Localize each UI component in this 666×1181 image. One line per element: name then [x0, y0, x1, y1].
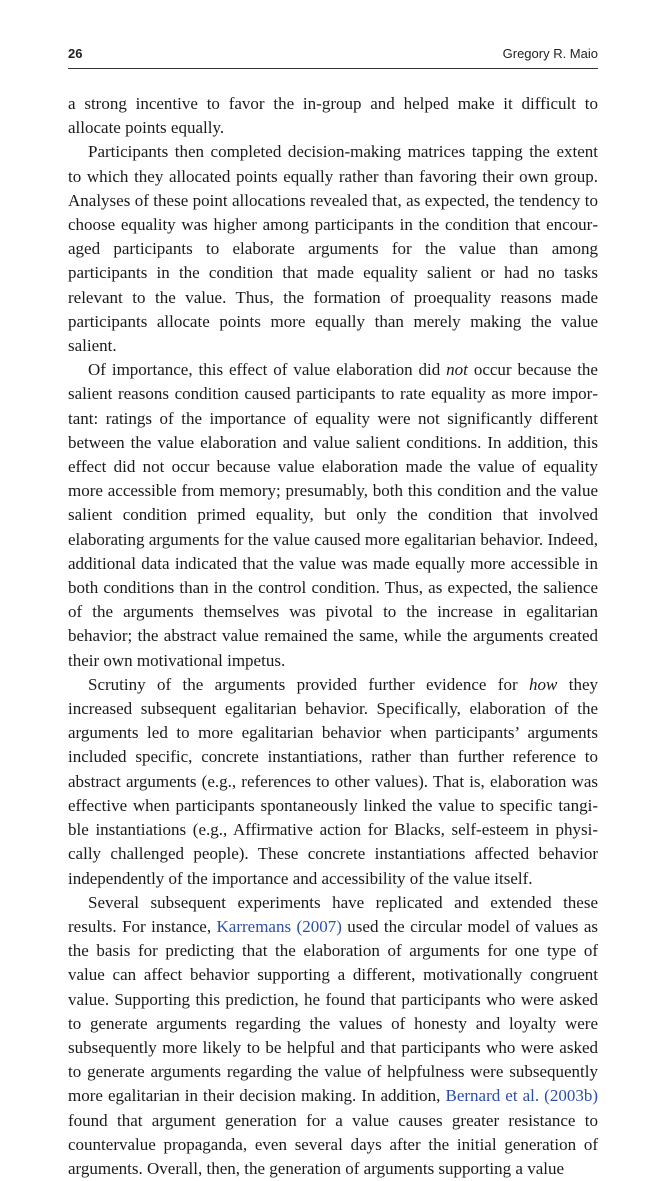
paragraph-1: a strong incentive to favor the in-group and helped make it difficult to allocate points equally.: [68, 94, 598, 138]
paragraph-5-text-c: found that argument generation for a value causes greater resistance to countervalue propaganda, even several days after the initial generation of arguments. Overall, then, the generation of arguments supporting a value: [68, 1110, 598, 1178]
emphasis-not: not: [446, 360, 468, 380]
page-header: [68, 42, 598, 69]
paragraph-5-text-a: Several subsequent experiments have replicated and extended these results. For instance,: [68, 892, 598, 936]
citation-link-bernard[interactable]: Bernard et al. (2003b): [445, 1086, 598, 1106]
paragraph-2: Participants then completed decision-making matrices tapping the extent to which they allocated points equally rather than favoring their own group. Analyses of these point allocations revealed that, as expected, the tendency to choose equality was higher among participants in the condition that encouraged participants to elaborate arguments for the value than among participants in the condition that made equality salient or had no tasks relevant to the value. Thus, the formation of proequality reasons made participants allocate points more equally than merely making the value salient.: [68, 142, 598, 356]
paragraph-3-text-a: Of importance, this effect of value elaboration did: [88, 360, 447, 380]
paragraph-3: [68, 358, 598, 673]
paragraph-5-text-b: used the circular model of values as the basis for predicting that the elaboration of arguments for one type of value can affect behavior supporting a different, motivationally congruent value. Supporting this prediction, he found that participants who were asked to generate arguments regarding the values of honesty and loyalty were subsequently more likely to be helpful and that participants who were asked to generate arguments regarding the value of helpfulness were subsequently more egalitarian in their decision making. In addition,: [68, 916, 598, 1106]
running-head: Gregory R. Maio: [502, 46, 598, 61]
citation-link-karremans[interactable]: Karremans (2007): [216, 916, 342, 936]
paragraph-4-text-b: they increased subsequent egalitarian behavior. Specifically, elaboration of the arguments led to more egalitarian behavior when participants’ arguments included specific, concrete instantiations, rather than further reference to abstract arguments (e.g., references to other values). That is, elaboration was effective when participants spontaneously linked the value to specific tangible instantiations (e.g., Affirmative action for Blacks, self-esteem in physically challenged people). These concrete instantiations affected behavior independently of the importance and accessibility of the value itself.: [68, 674, 598, 888]
body-text: [68, 92, 598, 1181]
page-number: 26: [68, 46, 83, 61]
paragraph-4: [68, 673, 598, 891]
paragraph-4-text-a: Scrutiny of the arguments provided further evidence for: [88, 674, 529, 694]
paragraph-5: [68, 891, 598, 1181]
emphasis-how: how: [529, 674, 558, 694]
paragraph-3-text-b: occur because the salient reasons condition caused participants to rate equality as more important: ratings of the importance of equality were not significantly different between the value elaboration and value salient conditions. In addition, this effect did not occur because value elaboration made the value of equality more accessible from memory; presumably, both this condition and the value salient condition primed equality, but only the condition that involved elaborating arguments for the value caused more egalitarian behavior. Indeed, additional data indicated that the value was made equally more accessible in both conditions than in the control condition. Thus, as expected, the salience of the arguments themselves was pivotal to the increase in egalitarian behavior; the abstract value remained the same, while the arguments created their own motivational impetus.: [68, 360, 598, 670]
